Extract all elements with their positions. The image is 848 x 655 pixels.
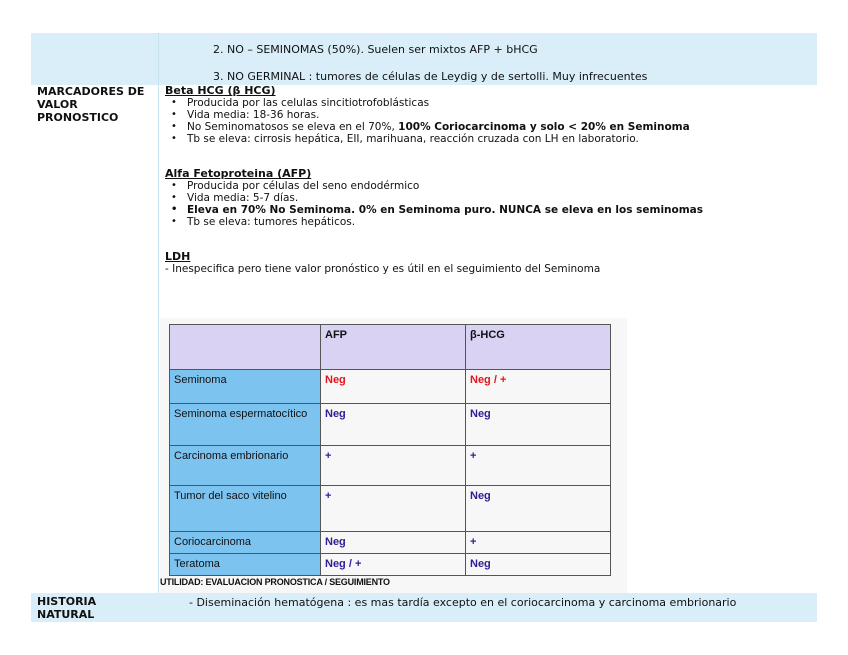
afp-title: Alfa Fetoproteina (AFP): [165, 167, 312, 180]
markers-table-image: [160, 318, 627, 594]
ldh-section: [165, 251, 600, 275]
list-item: • Producida por células del seno endodérmico: [187, 180, 703, 192]
ldh-title: LDH: [165, 250, 191, 263]
ldh-text: - Inespecifica pero tiene valor pronóstico y es útil en el seguimiento del Seminoma: [165, 263, 601, 275]
table-row: Carcinoma embrionario + +: [170, 446, 611, 486]
table-row: Tumor del saco vitelino + Neg: [170, 486, 611, 532]
list-item: • Eleva en 70% No Seminoma. 0% en Seminoma puro. NUNCA se eleva en los seminomas: [187, 204, 703, 216]
list-item: • Tb se eleva: tumores hepáticos.: [187, 216, 703, 228]
historia-row: [31, 593, 817, 622]
table-row: Seminoma Neg Neg / +: [170, 370, 611, 404]
list-item: • Vida media: 18-36 horas.: [187, 109, 690, 121]
list-item: • Producida por las celulas sincitiotrofoblásticas: [187, 97, 690, 109]
historia-label: HISTORIA NATURAL: [37, 595, 97, 621]
list-item-no-seminomas: 2. NO – SEMINOMAS (50%). Suelen ser mixtos AFP + bHCG: [213, 43, 538, 56]
table-row: Coriocarcinoma Neg +: [170, 532, 611, 554]
list-item: • Vida media: 5-7 días.: [187, 192, 703, 204]
afp-section: [165, 168, 703, 228]
bhcg-title: Beta HCG (β HCG): [165, 84, 276, 97]
table-caption: UTILIDAD: EVALUACION PRONOSTICA / SEGUIMIENTO: [160, 577, 390, 587]
list-item: • No Seminomatosos se eleva en el 70%, 100% Coriocarcinoma y solo < 20% en Seminoma: [187, 121, 690, 133]
list-item-no-germinal: 3. NO GERMINAL : tumores de células de Leydig y de sertolli. Muy infrecuentes: [213, 70, 648, 83]
list-item: • Tb se eleva: cirrosis hepática, EII, marihuana, reacción cruzada con LH en laboratorio.: [187, 133, 690, 145]
historia-text: - Diseminación hematógena : es mas tardía excepto en el coriocarcinoma y carcinoma embrionario: [189, 596, 737, 609]
markers-table: AFP β-HCG Seminoma Neg Neg / + Seminoma espermatocítico Neg Neg Carcinoma embrionario + + Tumor del saco vitelino + Neg Coriocarcinoma Neg + Teratoma Neg / + Neg: [169, 324, 611, 576]
table-row: Teratoma Neg / + Neg: [170, 554, 611, 576]
markers-label: MARCADORES DE VALOR PRONOSTICO: [37, 85, 145, 124]
table-row: Seminoma espermatocítico Neg Neg: [170, 404, 611, 446]
top-row: [31, 33, 817, 85]
bhcg-section: [165, 85, 690, 145]
column-divider: [158, 33, 159, 593]
